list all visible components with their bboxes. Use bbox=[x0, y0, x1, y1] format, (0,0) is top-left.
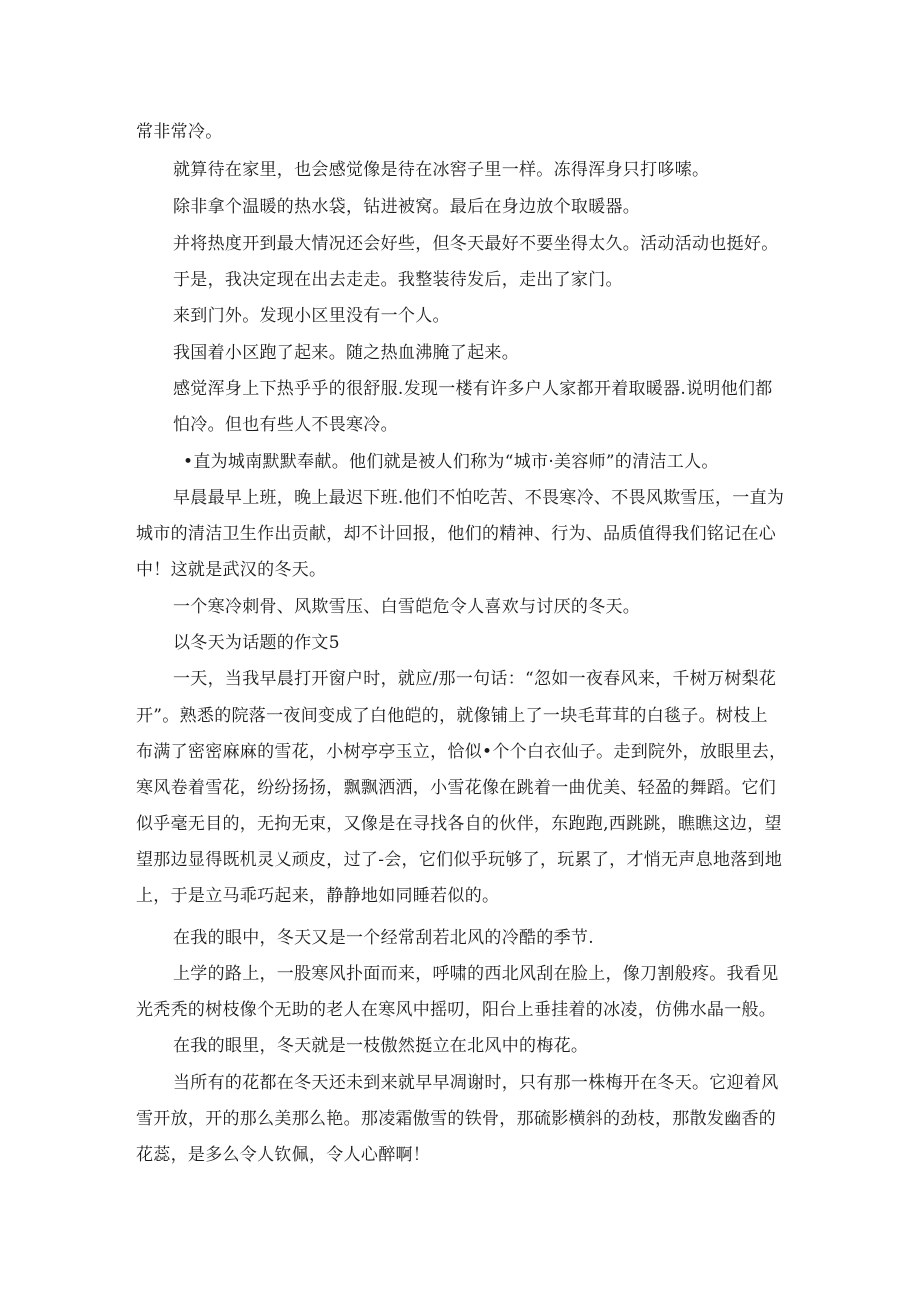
text-line: 光秃秃的树枝像个无助的老人在寒风中摇叨，阳台上垂挂着的冰凌，仿佛水晶一般。 bbox=[136, 1000, 777, 1020]
text-line: 当所有的花都在冬天还未到来就早早凋谢时，只有那一株梅开在冬天。它迎着风 bbox=[173, 1073, 779, 1093]
text-line: 于是，我决定现在出去走走。我整装待发后，走出了家门。 bbox=[173, 270, 623, 290]
text-line: 上，于是立马乖巧起来，静静地如同睡若似的。 bbox=[136, 886, 500, 906]
text-line: 上学的路上，一股寒风扑面而来，呼啸的西北风刮在脸上，像刀割般疼。我看见 bbox=[173, 964, 779, 984]
text-line: 来到门外。发现小区里没有一个人。 bbox=[173, 306, 450, 326]
text-line: 中！这就是武汉的冬天。 bbox=[136, 560, 327, 580]
text-line: 似乎毫无目的，无拘无束，又像是在寻找各自的伙伴，东跑跑,西跳跳，瞧瞧这边，望 bbox=[136, 814, 782, 834]
text-line: 一天，当我早晨打开窗户时，就应/那一句话：“忽如一夜春风来，千树万树梨花 bbox=[173, 669, 777, 689]
text-line: 在我的眼中，冬天又是一个经常刮若北风的冷酷的季节. bbox=[173, 928, 594, 948]
text-line: 花蕊，是多么令人钦佩，令人心醉啊！ bbox=[136, 1145, 431, 1165]
text-line: 常非常冷。 bbox=[136, 122, 223, 142]
text-line: 寒风卷着雪花，纷纷扬扬，飘飘洒洒，小雪花像在跳着一曲优美、轻盈的舞蹈。它们 bbox=[136, 778, 777, 798]
section-heading: 以冬天为话题的作文5 bbox=[173, 633, 340, 653]
text-line: 开”。熟悉的院落一夜间变成了白他皑的，就像铺上了一块毛茸茸的白毯子。树枝上 bbox=[136, 706, 768, 726]
text-line: 布满了密密麻麻的雪花，小树亭亭玉立，恰似•个个白衣仙子。走到院外，放眼里去， bbox=[136, 742, 787, 762]
text-line: 怕冷。但也有些人不畏寒冷。 bbox=[173, 415, 398, 435]
text-line: 早晨最早上班，晚上最迟下班.他们不怕吃苦、不畏寒冷、不畏风欺雪压，一直为 bbox=[173, 488, 785, 508]
text-line: 感觉浑身上下热乎乎的很舒服.发现一楼有许多户人家都开着取暖器.说明他们都 bbox=[173, 379, 773, 399]
text-line: 城市的清洁卫生作出贡献，却不计回报，他们的精神、行为、品质值得我们铭记在心 bbox=[136, 524, 777, 544]
text-line: 雪开放，开的那么美那么艳。那凌霜傲雪的铁骨，那硫影横斜的劲枝，那散发幽香的 bbox=[136, 1109, 777, 1129]
text-line: 并将热度开到最大情况还会好些，但冬天最好不要坐得太久。活动活动也挺好。 bbox=[173, 234, 779, 254]
text-line: 就算待在家里，也会感觉像是待在冰窖子里一样。冻得浑身只打哆嗦。 bbox=[173, 160, 710, 180]
text-line: 一个寒冷刺骨、风欺雪压、白雪皑危令人喜欢与讨厌的冬天。 bbox=[173, 597, 641, 617]
text-line: 除非拿个温暖的热水袋，钻进被窝。最后在身边放个取暖器。 bbox=[173, 197, 641, 217]
text-line: 望那边显得既机灵乂顽皮，过了-会，它们似乎玩够了，玩累了，才悄无声息地落到地 bbox=[136, 850, 783, 870]
text-line: •直为城南默默奉献。他们就是被人们称为“城市·美容师”的清洁工人。 bbox=[183, 452, 719, 472]
text-line: 在我的眼里，冬天就是一枝傲然挺立在北风中的梅花。 bbox=[173, 1036, 589, 1056]
text-line: 我国着小区跑了起来。随之热血沸腌了起来。 bbox=[173, 343, 519, 363]
